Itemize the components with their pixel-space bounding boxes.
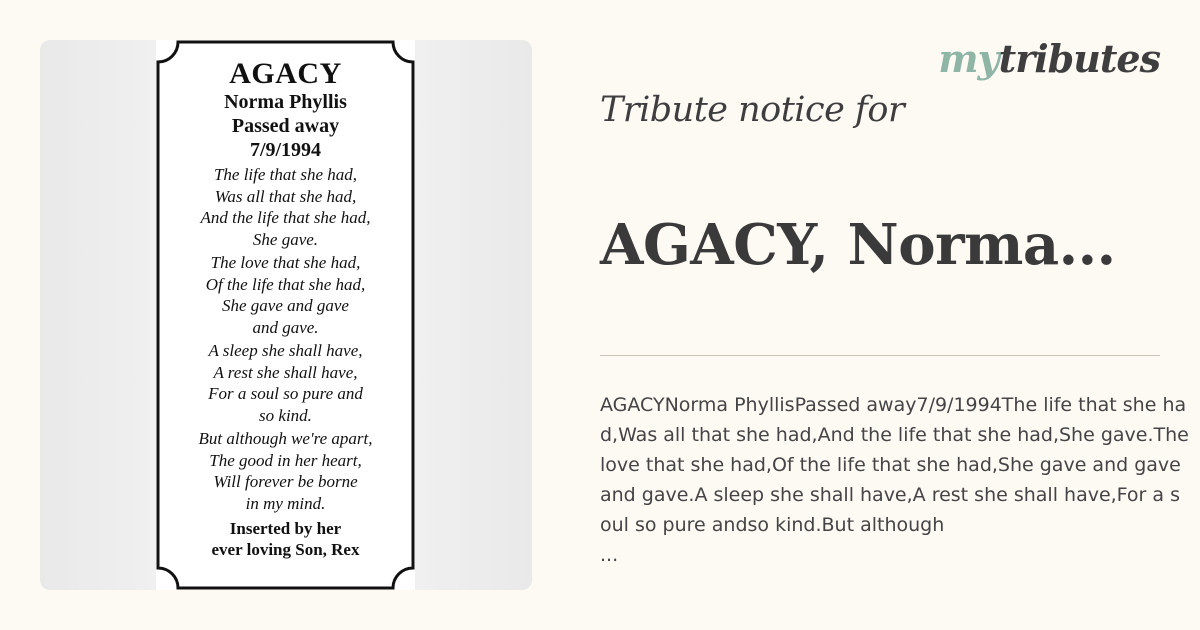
verse-line: Was all that she had,: [214, 186, 357, 206]
verse-stanza: [158, 164, 413, 250]
logo-my: my: [938, 36, 999, 81]
excerpt-text: AGACYNorma PhyllisPassed away7/9/1994The life that she had,Was all that she had,And the life that she had,She gave.The love that she had,Of the life that she had,She gave and gaveand gave.A sleep she shall have,A rest she shall have,For a soul so pure andso kind.But although: [600, 394, 1189, 536]
verse-stanza: [158, 428, 413, 514]
notice-surname: AGACY: [229, 57, 342, 90]
verse-line: And the life that she had,: [200, 208, 371, 227]
verse-line: in my mind.: [245, 493, 326, 513]
inserted-by-line: Inserted by her: [229, 519, 342, 538]
verse-line: She gave.: [252, 229, 319, 249]
verse-line: so kind.: [259, 405, 312, 425]
verse-stanza: [158, 252, 413, 338]
person-name-heading: AGACY, Norma...: [600, 212, 1116, 278]
verse-line: Of the life that she had,: [205, 274, 366, 294]
mytributes-logo[interactable]: [938, 36, 1160, 81]
divider: [600, 355, 1160, 356]
verse-stanza: [158, 340, 413, 426]
verse-line: The life that she had,: [213, 165, 358, 184]
tribute-notice-label: Tribute notice for: [600, 90, 905, 130]
verse-line: But although we're apart,: [198, 429, 373, 448]
verse-line: Will forever be borne: [213, 472, 358, 491]
notice-image-panel: [40, 40, 532, 590]
notice-clipping: [156, 40, 415, 590]
logo-tributes: tributes: [998, 36, 1160, 81]
notice-excerpt: [600, 390, 1190, 570]
inserted-by-line: ever loving Son, Rex: [211, 540, 360, 559]
verse-line: A rest she shall have,: [213, 362, 358, 382]
notice-date: 7/9/1994: [249, 139, 322, 161]
verse-line: For a soul so pure and: [208, 384, 363, 403]
notice-text: [158, 58, 413, 560]
verse-line: A sleep she shall have,: [208, 341, 363, 360]
verse-line: She gave and gave: [222, 296, 349, 315]
notice-passed-away: Passed away: [231, 115, 340, 137]
verse-line: and gave.: [252, 317, 319, 337]
notice-given-names: Norma Phyllis: [224, 91, 347, 113]
excerpt-ellipsis: ...: [600, 544, 619, 566]
verse-line: The good in her heart,: [209, 450, 362, 470]
verse-line: The love that she had,: [210, 253, 361, 272]
notice-inserted-by: [158, 518, 413, 560]
